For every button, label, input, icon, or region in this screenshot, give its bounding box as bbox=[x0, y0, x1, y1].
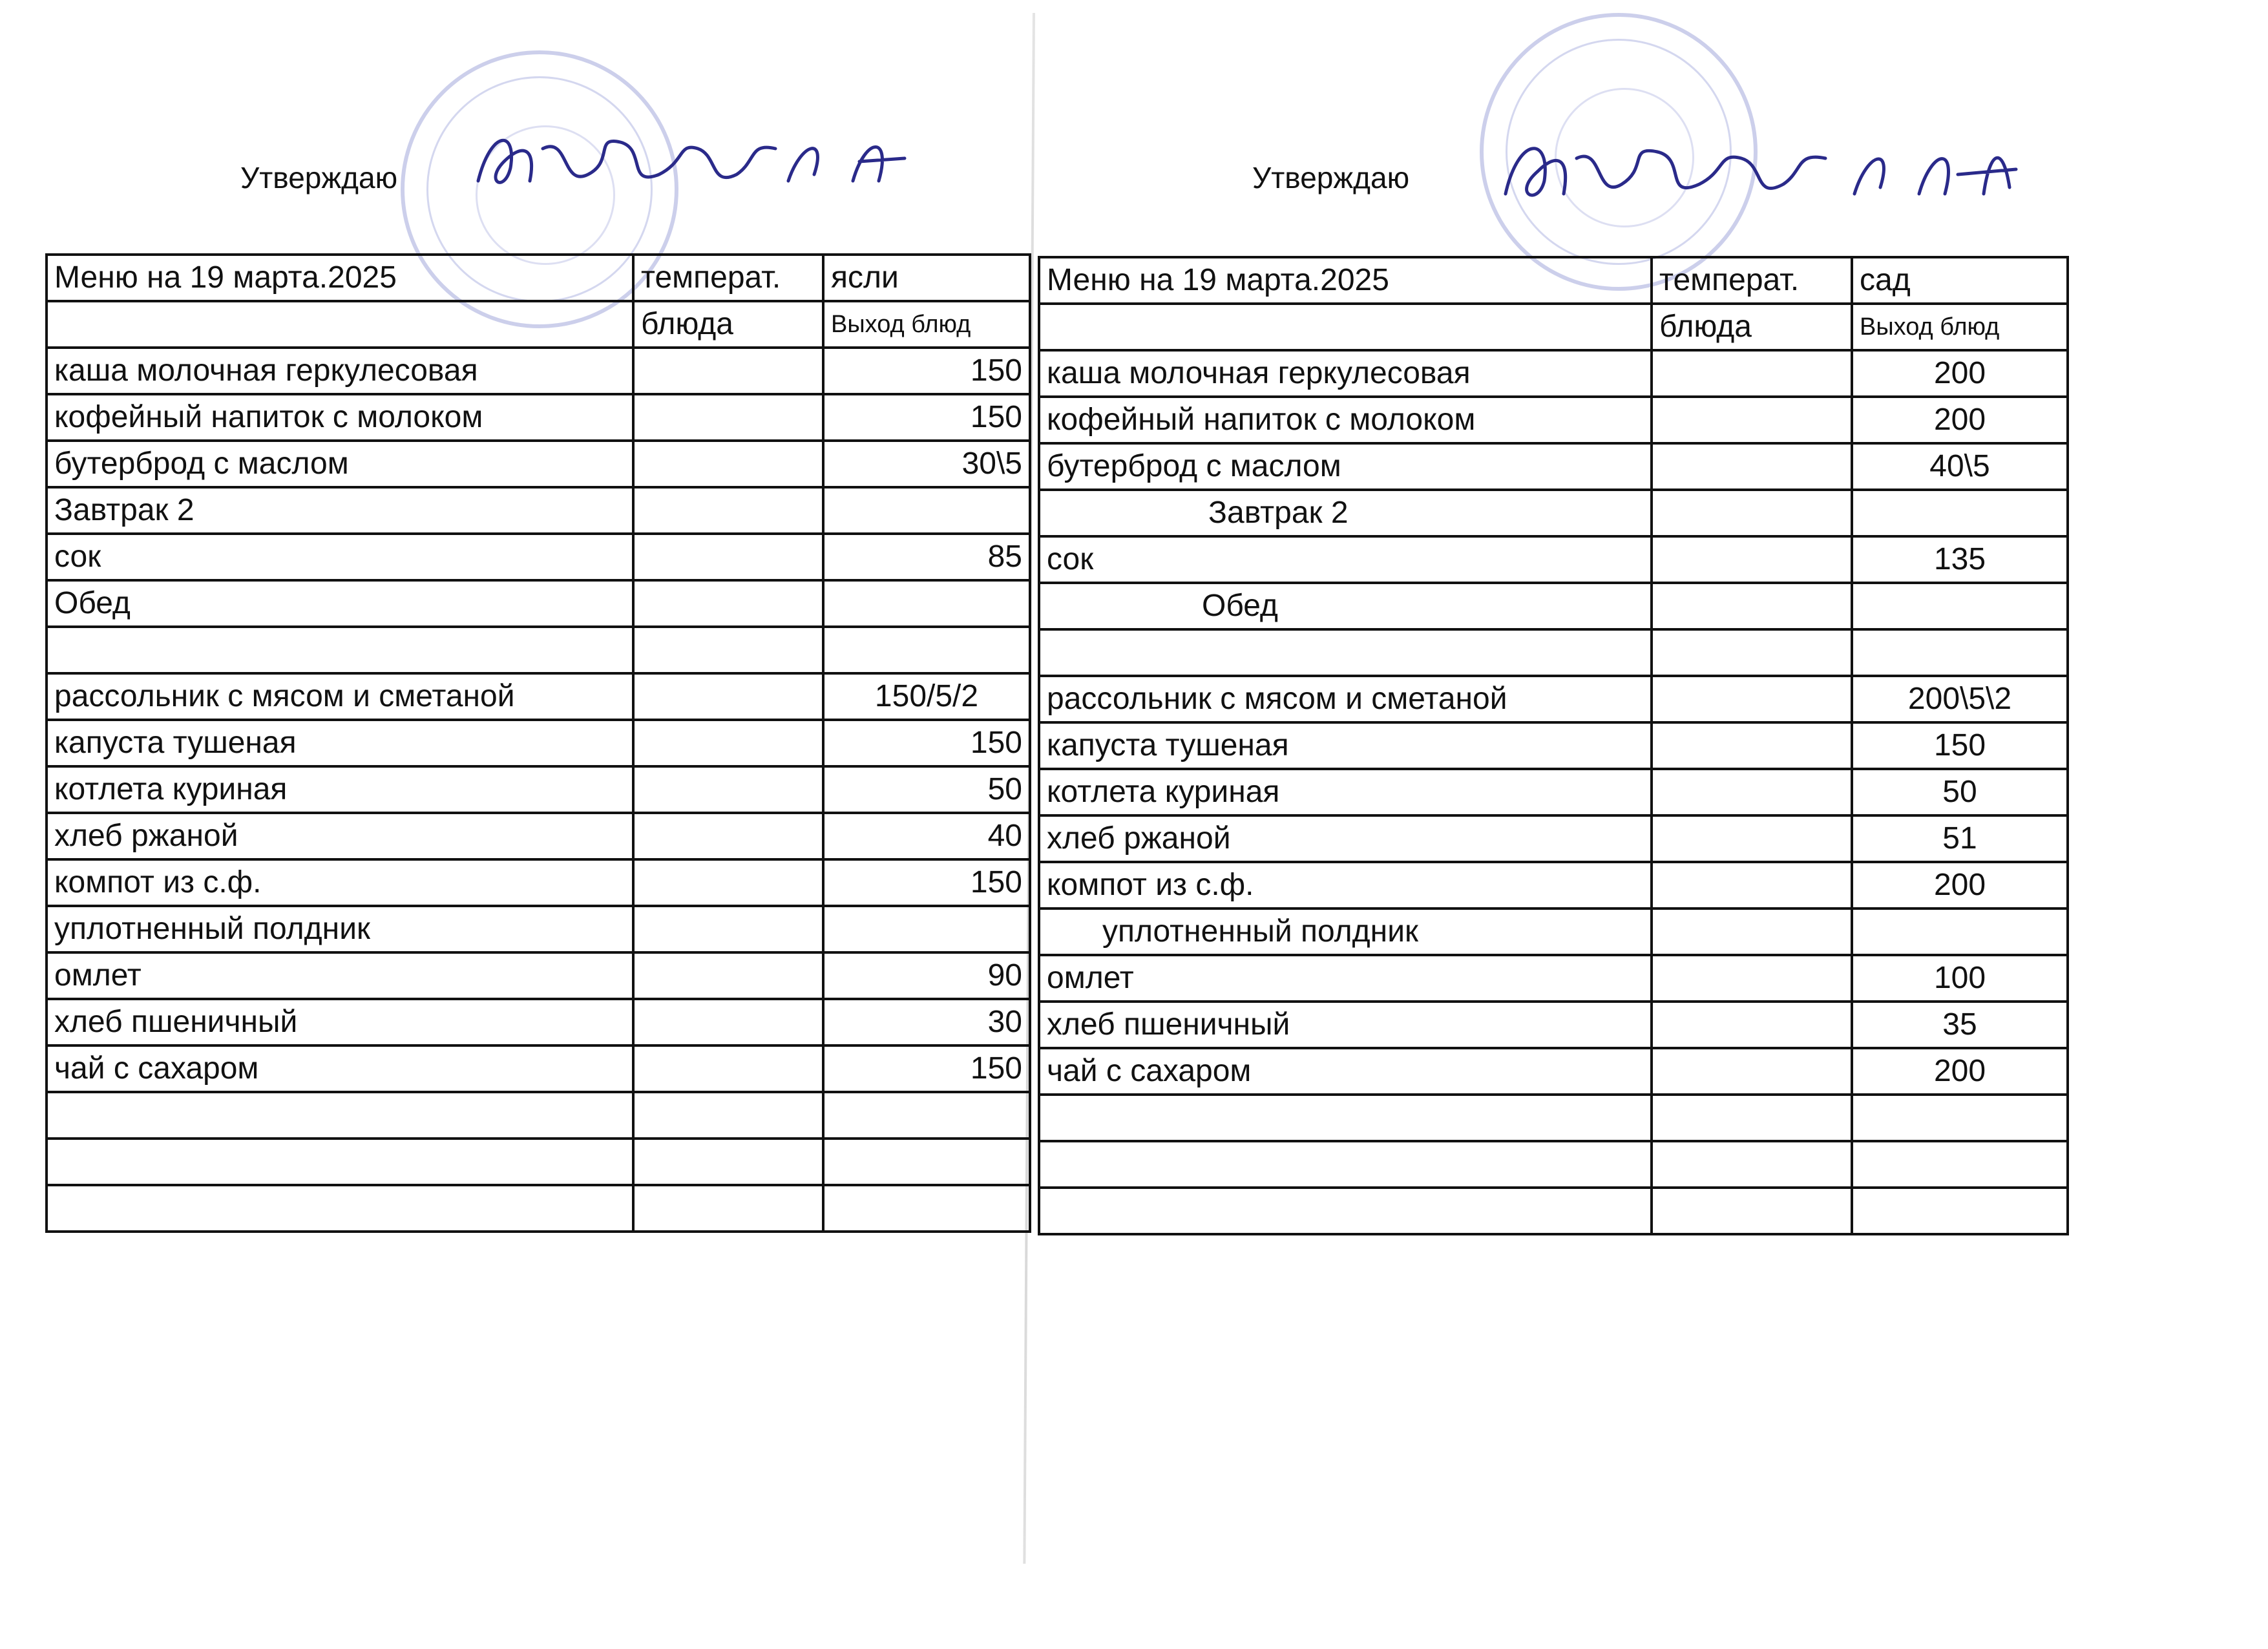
approval-label: Утверждаю bbox=[240, 161, 398, 194]
table-row bbox=[47, 1185, 1030, 1232]
handwritten-signature bbox=[1493, 129, 2022, 213]
table-row bbox=[1039, 1188, 2068, 1234]
col-header-temp: температ. bbox=[1652, 257, 1852, 304]
table-row: капуста тушеная 150 bbox=[47, 720, 1030, 766]
table-row: Обед bbox=[1039, 583, 2068, 629]
handwritten-signature bbox=[465, 123, 930, 200]
col-header-temp2: блюда bbox=[633, 301, 823, 348]
table-row: уплотненный полдник bbox=[47, 906, 1030, 952]
table-row: компот из с.ф. 200 bbox=[1039, 862, 2068, 909]
col-header-temp2: блюда bbox=[1652, 304, 1852, 350]
table-row: бутерброд с маслом 30\5 bbox=[47, 441, 1030, 487]
table-row bbox=[1039, 1095, 2068, 1141]
table-row: кофейный напиток с молоком 200 bbox=[1039, 397, 2068, 443]
table-row: сок 85 bbox=[47, 534, 1030, 580]
table-row: хлеб ржаной 40 bbox=[47, 813, 1030, 859]
col-header-group: ясли bbox=[823, 255, 1030, 301]
table-row: рассольник с мясом и сметаной 150/5/2 bbox=[47, 673, 1030, 720]
table-row: чай с сахаром 150 bbox=[47, 1045, 1030, 1092]
table-row: чай с сахаром 200 bbox=[1039, 1048, 2068, 1095]
col-header-output: Выход блюд bbox=[1852, 304, 2068, 350]
table-row: сок 135 bbox=[1039, 536, 2068, 583]
table-row: Завтрак 2 bbox=[47, 487, 1030, 534]
table-row: омлет 100 bbox=[1039, 955, 2068, 1002]
table-row bbox=[47, 1092, 1030, 1139]
table-row: капуста тушеная 150 bbox=[1039, 722, 2068, 769]
table-row: каша молочная геркулесовая 150 bbox=[47, 348, 1030, 394]
table-row: омлет 90 bbox=[47, 952, 1030, 999]
col-header-group: сад bbox=[1852, 257, 2068, 304]
table-row bbox=[1039, 1141, 2068, 1188]
table-row bbox=[47, 627, 1030, 673]
table-row: хлеб пшеничный 35 bbox=[1039, 1002, 2068, 1048]
table-row: хлеб пшеничный 30 bbox=[47, 999, 1030, 1045]
menu-table-nursery bbox=[45, 253, 1031, 1233]
menu-table-kindergarten bbox=[1038, 256, 2069, 1235]
col-header-temp: температ. bbox=[633, 255, 823, 301]
table-row: каша молочная геркулесовая 200 bbox=[1039, 350, 2068, 397]
approval-label: Утверждаю bbox=[1252, 161, 1410, 194]
table-row bbox=[47, 1139, 1030, 1185]
table-row: уплотненный полдник bbox=[1039, 909, 2068, 955]
table-row: компот из с.ф. 150 bbox=[47, 859, 1030, 906]
table-row bbox=[1039, 629, 2068, 676]
table-row: кофейный напиток с молоком 150 bbox=[47, 394, 1030, 441]
col-header-output: Выход блюд bbox=[823, 301, 1030, 348]
menu-title: Меню на 19 марта.2025 bbox=[47, 255, 633, 301]
table-row: котлета куриная 50 bbox=[47, 766, 1030, 813]
table-row: рассольник с мясом и сметаной 200\5\2 bbox=[1039, 676, 2068, 722]
menu-title: Меню на 19 марта.2025 bbox=[1039, 257, 1652, 304]
table-row: Обед bbox=[47, 580, 1030, 627]
table-row: котлета куриная 50 bbox=[1039, 769, 2068, 815]
table-row: хлеб ржаной 51 bbox=[1039, 815, 2068, 862]
table-row: бутерброд с маслом 40\5 bbox=[1039, 443, 2068, 490]
table-row: Завтрак 2 bbox=[1039, 490, 2068, 536]
